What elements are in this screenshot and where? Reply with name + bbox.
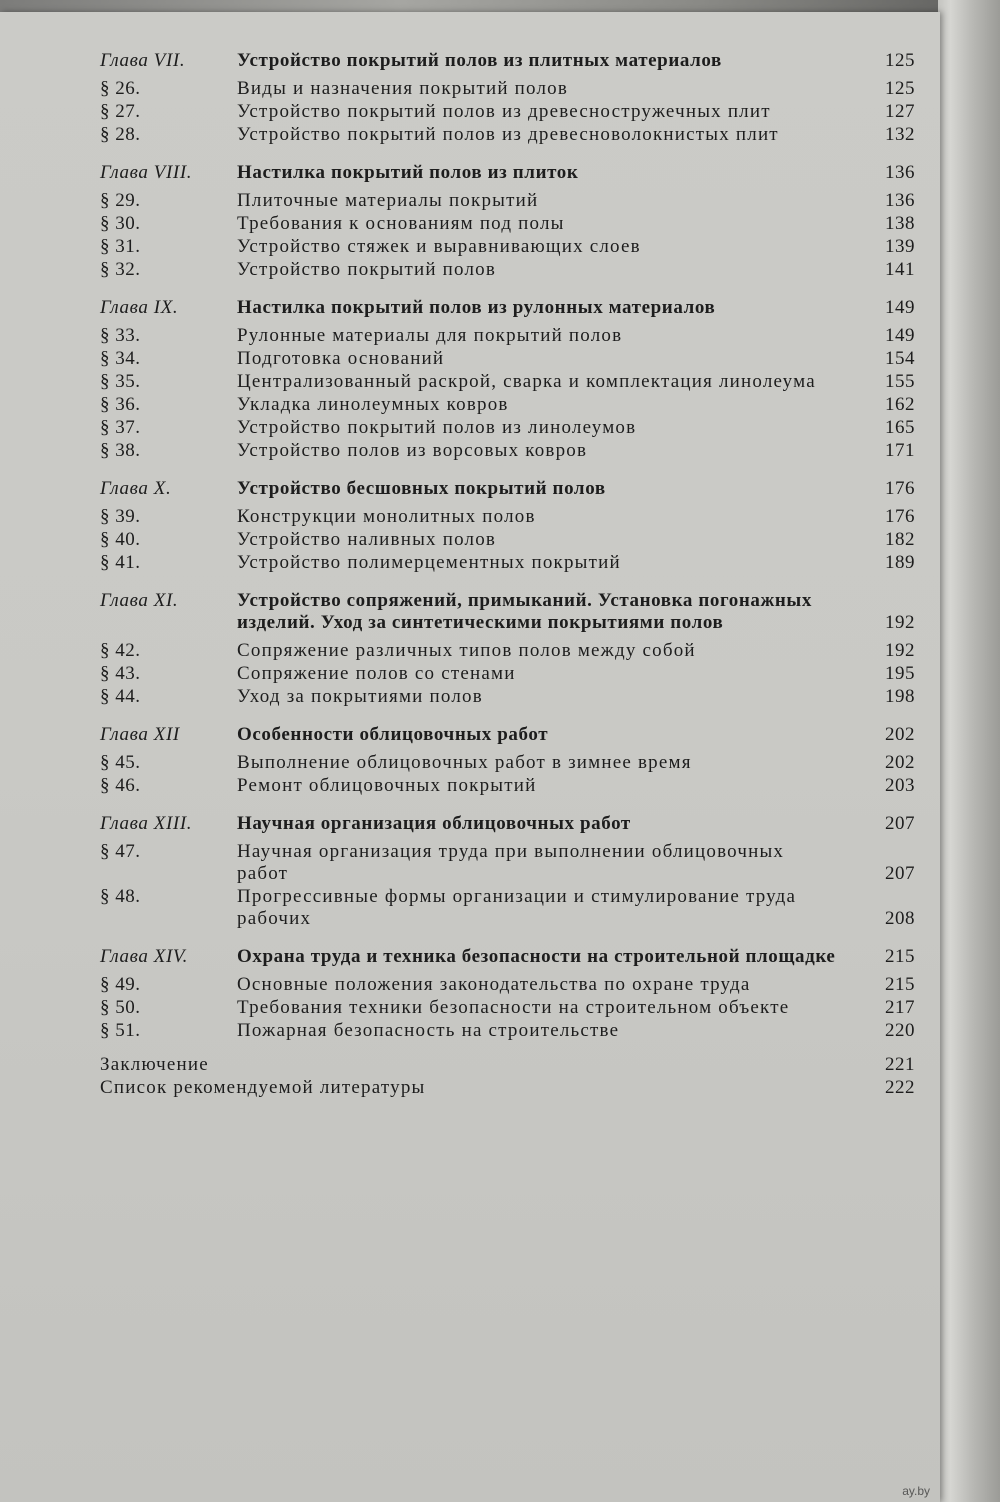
page-number: 192 bbox=[885, 640, 915, 661]
toc-entry bbox=[100, 236, 915, 258]
page-number: 154 bbox=[885, 348, 915, 369]
toc-entry bbox=[100, 841, 915, 885]
toc-entry bbox=[100, 190, 915, 212]
section-title: Укладка линолеумных ковров bbox=[237, 394, 509, 415]
section-title: Пожарная безопасность на строительстве bbox=[237, 1020, 620, 1041]
toc-entry bbox=[100, 394, 915, 416]
section-title: Устройство покрытий полов из древесноволокнистых плит bbox=[237, 124, 779, 145]
chapter-label: Глава XII bbox=[100, 724, 180, 745]
section-number: § 37. bbox=[100, 417, 141, 438]
page-number: 125 bbox=[885, 78, 915, 99]
toc-entry bbox=[100, 124, 915, 146]
section-title: Выполнение облицовочных работ в зимнее время bbox=[237, 752, 692, 773]
page-number: 192 bbox=[885, 612, 915, 633]
toc-entry bbox=[100, 974, 915, 996]
site-watermark: ay.by bbox=[902, 1484, 930, 1498]
page-number: 127 bbox=[885, 101, 915, 122]
section-number: § 41. bbox=[100, 552, 141, 573]
section-number: § 31. bbox=[100, 236, 141, 257]
toc-entry bbox=[100, 529, 915, 551]
page-number: 207 bbox=[885, 863, 915, 884]
table-of-contents bbox=[100, 50, 915, 1100]
page-number: 149 bbox=[885, 325, 915, 346]
toc-entry bbox=[100, 775, 915, 797]
toc-entry bbox=[100, 1020, 915, 1042]
page-number: 202 bbox=[885, 724, 915, 745]
chapter-heading bbox=[100, 813, 915, 835]
chapter-title: Настилка покрытий полов из плиток bbox=[237, 162, 579, 183]
page-number: 155 bbox=[885, 371, 915, 392]
chapter-label: Глава XI. bbox=[100, 590, 179, 611]
section-title: Виды и назначения покрытий полов bbox=[237, 78, 569, 99]
toc-entry bbox=[100, 325, 915, 347]
chapter-label: Глава IX. bbox=[100, 297, 179, 318]
chapter-heading bbox=[100, 162, 915, 184]
section-number: § 45. bbox=[100, 752, 141, 773]
section-title: Основные положения законодательства по охране труда bbox=[237, 974, 751, 995]
page-number: 222 bbox=[885, 1077, 915, 1098]
section-title: Устройство наливных полов bbox=[237, 529, 497, 550]
page-number: 198 bbox=[885, 686, 915, 707]
section-number: § 34. bbox=[100, 348, 141, 369]
chapter-title: Устройство сопряжений, примыканий. Установка погонажных изделий. Уход за синтетическими покрытиями полов bbox=[237, 590, 812, 633]
chapter-label: Глава X. bbox=[100, 478, 172, 499]
toc-entry bbox=[100, 417, 915, 439]
section-number: § 38. bbox=[100, 440, 141, 461]
spacer bbox=[100, 1043, 915, 1053]
section-title: Устройство стяжек и выравнивающих слоев bbox=[237, 236, 641, 257]
chapter-heading bbox=[100, 724, 915, 746]
section-number: § 40. bbox=[100, 529, 141, 550]
section-title: Ремонт облицовочных покрытий bbox=[237, 775, 537, 796]
section-title: Плиточные материалы покрытий bbox=[237, 190, 539, 211]
toc-entry bbox=[100, 663, 915, 685]
toc-entry bbox=[100, 213, 915, 235]
section-number: § 33. bbox=[100, 325, 141, 346]
chapter-heading bbox=[100, 478, 915, 500]
chapter-label: Глава VIII. bbox=[100, 162, 193, 183]
page-number: 132 bbox=[885, 124, 915, 145]
toc-entry bbox=[100, 348, 915, 370]
chapter-title: Устройство бесшовных покрытий полов bbox=[237, 478, 606, 499]
section-title: Конструкции монолитных полов bbox=[237, 506, 536, 527]
page-number: 136 bbox=[885, 190, 915, 211]
section-title: Сопряжение полов со стенами bbox=[237, 663, 516, 684]
chapter-heading bbox=[100, 297, 915, 319]
section-number: § 30. bbox=[100, 213, 141, 234]
toc-entry bbox=[100, 440, 915, 462]
page-number: 165 bbox=[885, 417, 915, 438]
toc-entry bbox=[100, 886, 915, 930]
page-number: 176 bbox=[885, 506, 915, 527]
section-title: Устройство покрытий полов из линолеумов bbox=[237, 417, 637, 438]
toc-entry bbox=[100, 640, 915, 662]
section-number: § 35. bbox=[100, 371, 141, 392]
book-cover-edge bbox=[938, 0, 1000, 1502]
page-number: 138 bbox=[885, 213, 915, 234]
page-number: 220 bbox=[885, 1020, 915, 1041]
toc-entry bbox=[100, 371, 915, 393]
section-number: § 26. bbox=[100, 78, 141, 99]
section-number: § 28. bbox=[100, 124, 141, 145]
page-number: 189 bbox=[885, 552, 915, 573]
chapter-title: Охрана труда и техника безопасности на строительной площадке bbox=[237, 946, 836, 967]
chapter-heading bbox=[100, 946, 915, 968]
chapter-title: Особенности облицовочных работ bbox=[237, 724, 549, 745]
toc-entry bbox=[100, 997, 915, 1019]
back-matter-title: Список рекомендуемой литературы bbox=[100, 1077, 426, 1098]
section-number: § 49. bbox=[100, 974, 141, 995]
page-number: 221 bbox=[885, 1054, 915, 1075]
page-number: 125 bbox=[885, 50, 915, 71]
section-title: Научная организация труда при выполнении облицовочных работ bbox=[237, 841, 785, 884]
chapter-label: Глава VII. bbox=[100, 50, 186, 71]
toc-entry bbox=[100, 686, 915, 708]
toc-entry bbox=[100, 506, 915, 528]
section-title: Прогрессивные формы организации и стимулирование труда рабочих bbox=[237, 886, 797, 929]
section-number: § 32. bbox=[100, 259, 141, 280]
toc-entry bbox=[100, 259, 915, 281]
section-title: Устройство покрытий полов bbox=[237, 259, 497, 280]
section-title: Требования к основаниям под полы bbox=[237, 213, 565, 234]
section-title: Устройство покрытий полов из древесностружечных плит bbox=[237, 101, 771, 122]
back-matter-entry bbox=[100, 1054, 915, 1076]
chapter-label: Глава XIII. bbox=[100, 813, 193, 834]
page-number: 217 bbox=[885, 997, 915, 1018]
back-matter-title: Заключение bbox=[100, 1054, 209, 1075]
section-title: Подготовка оснований bbox=[237, 348, 445, 369]
page-number: 203 bbox=[885, 775, 915, 796]
section-number: § 46. bbox=[100, 775, 141, 796]
section-number: § 39. bbox=[100, 506, 141, 527]
toc-entry bbox=[100, 752, 915, 774]
chapter-title: Научная организация облицовочных работ bbox=[237, 813, 631, 834]
section-number: § 27. bbox=[100, 101, 141, 122]
back-matter-entry bbox=[100, 1077, 915, 1099]
page-number: 139 bbox=[885, 236, 915, 257]
section-title: Сопряжение различных типов полов между собой bbox=[237, 640, 696, 661]
section-title: Устройство полов из ворсовых ковров bbox=[237, 440, 588, 461]
page-number: 162 bbox=[885, 394, 915, 415]
section-title: Требования техники безопасности на строительном объекте bbox=[237, 997, 790, 1018]
page-number: 136 bbox=[885, 162, 915, 183]
page-number: 207 bbox=[885, 813, 915, 834]
chapter-heading bbox=[100, 590, 915, 634]
chapter-title: Настилка покрытий полов из рулонных материалов bbox=[237, 297, 716, 318]
section-title: Централизованный раскрой, сварка и комплектация линолеума bbox=[237, 371, 816, 392]
section-number: § 36. bbox=[100, 394, 141, 415]
page-number: 215 bbox=[885, 974, 915, 995]
page-number: 176 bbox=[885, 478, 915, 499]
section-number: § 42. bbox=[100, 640, 141, 661]
section-title: Рулонные материалы для покрытий полов bbox=[237, 325, 623, 346]
page-number: 215 bbox=[885, 946, 915, 967]
section-number: § 47. bbox=[100, 841, 141, 862]
page-number: 202 bbox=[885, 752, 915, 773]
section-title: Уход за покрытиями полов bbox=[237, 686, 483, 707]
chapter-heading bbox=[100, 50, 915, 72]
page-number: 195 bbox=[885, 663, 915, 684]
section-number: § 50. bbox=[100, 997, 141, 1018]
page-number: 141 bbox=[885, 259, 915, 280]
section-number: § 44. bbox=[100, 686, 141, 707]
chapter-label: Глава XIV. bbox=[100, 946, 189, 967]
section-number: § 29. bbox=[100, 190, 141, 211]
page-number: 171 bbox=[885, 440, 915, 461]
page-number: 208 bbox=[885, 908, 915, 929]
toc-entry bbox=[100, 101, 915, 123]
toc-entry bbox=[100, 78, 915, 100]
section-title: Устройство полимерцементных покрытий bbox=[237, 552, 621, 573]
section-number: § 43. bbox=[100, 663, 141, 684]
book-page bbox=[0, 12, 940, 1502]
page-number: 182 bbox=[885, 529, 915, 550]
chapter-title: Устройство покрытий полов из плитных материалов bbox=[237, 50, 722, 71]
toc-entry bbox=[100, 552, 915, 574]
page-number: 149 bbox=[885, 297, 915, 318]
section-number: § 48. bbox=[100, 886, 141, 907]
section-number: § 51. bbox=[100, 1020, 141, 1041]
